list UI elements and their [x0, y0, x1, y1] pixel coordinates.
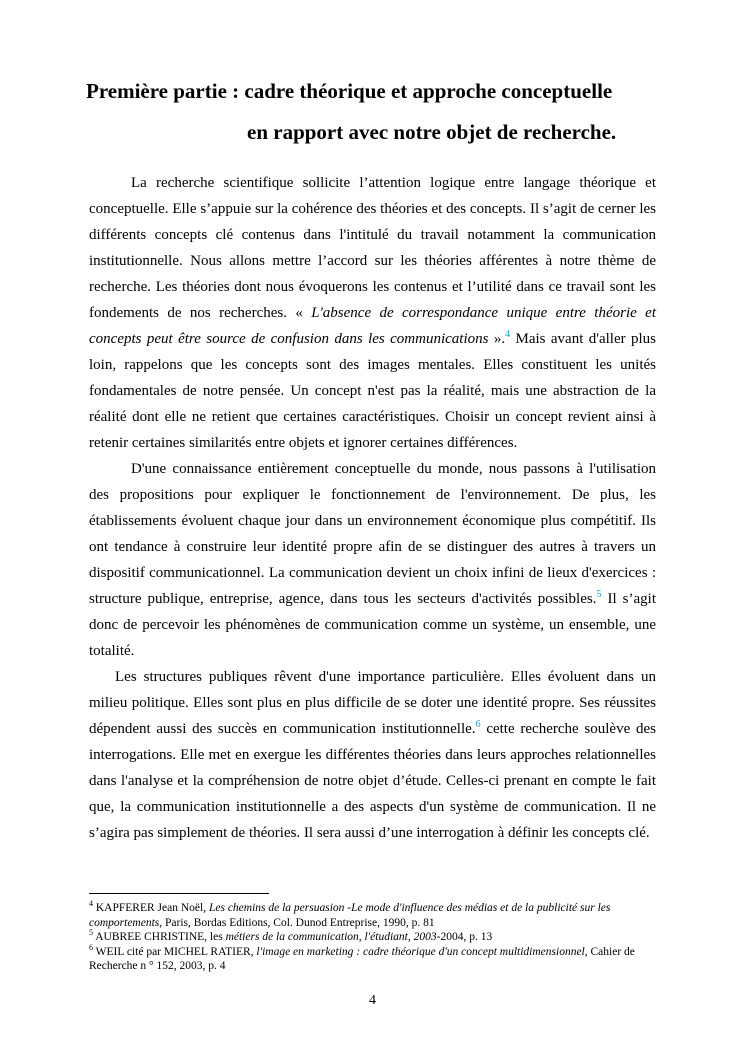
footnote-ref-5[interactable]: 5 — [596, 589, 602, 600]
footnote-5 — [89, 930, 669, 945]
footnote-ref-6[interactable]: 6 — [475, 719, 481, 730]
paragraph-1 — [89, 170, 656, 456]
footnote-number: 4 — [89, 899, 93, 909]
footnote-6 — [89, 942, 669, 974]
footnote-title: métiers de la communication, l'étudiant, 2003 — [225, 931, 437, 943]
footnote-title: Les chemins de la persuasion -Le mode d'influence des médias et de la publicité sur les comportements — [89, 902, 611, 929]
footnote-text: AUBREE CHRISTINE, les — [93, 931, 226, 943]
section-title-line-2: en rapport avec notre objet de recherche. — [247, 120, 617, 144]
page-number: 4 — [369, 993, 376, 1008]
section-title-line-1: Première partie : cadre théorique et approche conceptuelle — [86, 79, 613, 103]
footnote-ref-4[interactable]: 4 — [505, 329, 511, 340]
footnotes — [89, 901, 669, 974]
footnote-number: 6 — [89, 942, 93, 952]
footnote-text: WEIL cité par MICHEL RATIER, — [93, 945, 257, 958]
paragraph-2-continuation: Il s’agit donc de percevoir les phénomènes de communication comme un système, un ensemble, une totalité. — [89, 591, 656, 659]
body-text — [89, 170, 656, 846]
paragraph-2 — [89, 456, 656, 664]
footnote-title: l'image en marketing : cadre théorique d'un concept multidimensionnel — [256, 945, 585, 958]
quotation-end: ». — [488, 331, 506, 347]
paragraph-1-text: La recherche scientifique sollicite l’attention logique entre langage théorique et conceptuelle. Elle s’appuie sur la cohérence des théories et des concepts. Il s’agit de cerner les différents concepts clé contenus dans l'intitulé du travail notamment la communication institutionnelle. Nous allons mettre l’accord sur les théories afférentes à notre thème de recherche. Les théories dont nous évoquerons les contenus et l’utilité dans ce travail sont les fondements de nos recherches. « — [89, 175, 656, 321]
paragraph-3-text: Les structures publiques rêvent d'une importance particulière. Elles évoluent dans un milieu politique. Elles sont plus en plus difficile de se doter une identité propre. Ses réussites dépendent aussi des succès en communication institutionnelle. — [89, 669, 656, 737]
footnote-number: 5 — [89, 928, 93, 938]
footnote-separator — [89, 893, 269, 894]
footnote-details: -2004, p. 13 — [436, 931, 493, 943]
paragraph-1-continuation: Mais avant d'aller plus loin, rappelons que les concepts sont des images mentales. Elles constituent les unités fondamentales de notre pensée. Un concept n'est pas la réalité, mais une abstraction de la réalité dont elle ne retient que certaines caractéristiques. Choisir un concept revient ainsi à retenir certaines similarités entre objets et ignorer certaines différences. — [89, 331, 657, 451]
paragraph-2-text: D'une connaissance entièrement conceptuelle du monde, nous passons à l'utilisation des propositions pour expliquer le fonctionnement de l'environnement. De plus, les établissements évoluent chaque jour dans un environnement économique plus compétitif. Ils ont tendance à construire leur identité propre afin de se distinguer des autres à travers un dispositif communicationnel. La communication devient un choix infini de lieux d'exercices : structure publique, entreprise, agence, dans tous les secteurs d'activités possibles. — [89, 461, 656, 607]
paragraph-3 — [89, 664, 656, 846]
footnote-text: KAPFERER Jean Noël, — [93, 902, 209, 914]
footnote-details: , Cahier de Recherche n ° 152, 2003, p. 4 — [89, 945, 635, 972]
paragraph-3-continuation: cette recherche soulève des interrogations. Elle met en exergue les différentes théories dans leurs approches relationnelles dans l'analyse et la compréhension de notre objet d’étude. Celles-ci prenant en compte le fait que, la communication institutionnelle a des aspects d'un système de communication. Il ne s’agira pas simplement de théories. Il sera aussi d’une interrogation à définir les concepts clé. — [89, 721, 657, 841]
footnote-4 — [89, 901, 669, 930]
quotation: L'absence de correspondance unique entre théorie et concepts peut être source de confusion dans les communications — [89, 305, 656, 347]
footnote-details: , Paris, Bordas Editions, Col. Dunod Entreprise, 1990, p. 81 — [159, 916, 435, 929]
